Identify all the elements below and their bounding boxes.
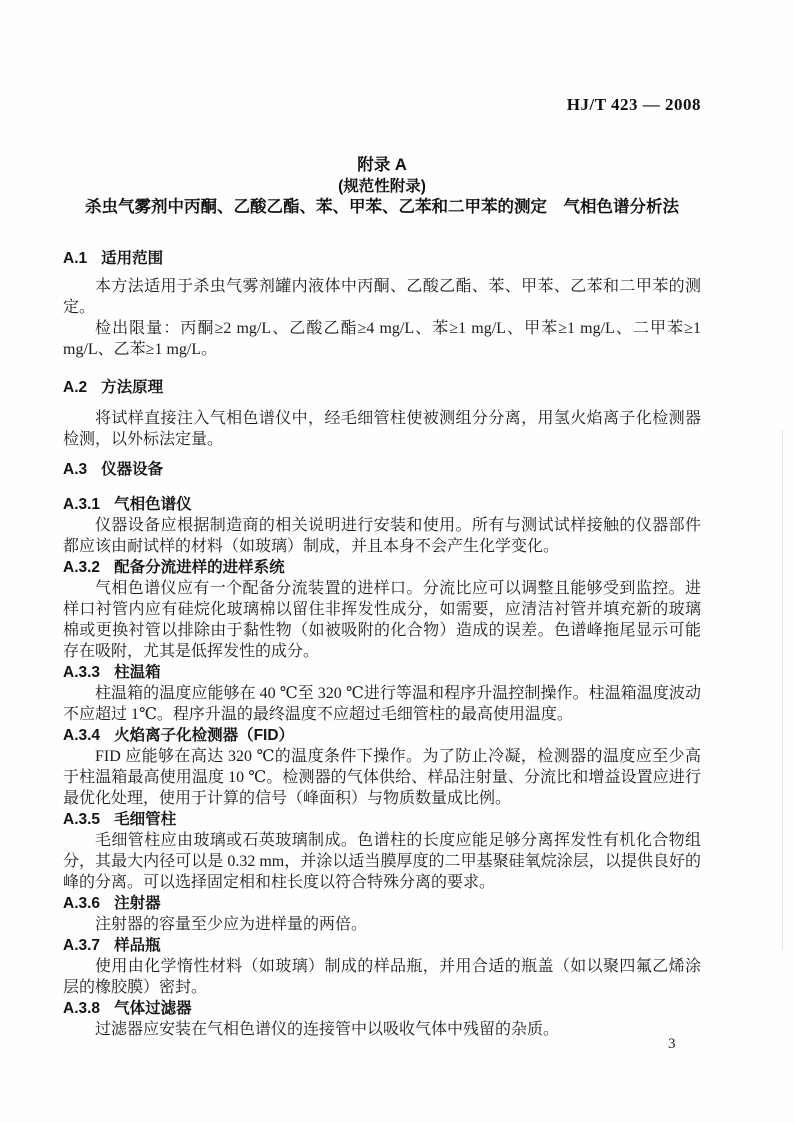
section-title: 气体过滤器 — [114, 1000, 192, 1017]
paragraph: 柱温箱的温度应能够在 40 ℃至 320 ℃进行等温和程序升温控制操作。柱温箱温度波动不应超过 1℃。程序升温的最终温度不应超过毛细管柱的最高使用温度。 — [63, 685, 701, 723]
subsection-heading — [63, 494, 701, 515]
paragraph: 将试样直接注入气相色谱仪中，经毛细管柱使被测组分分离，用氢火焰离子化检测器检测，以外标法定量。 — [63, 410, 701, 448]
paragraph: 使用由化学惰性材料（如玻璃）制成的样品瓶，并用合适的瓶盖（如以聚四氟乙烯涂层的橡胶膜）密封。 — [63, 958, 701, 996]
subsection-heading — [63, 809, 701, 830]
section-a3-7 — [63, 935, 701, 998]
section-a2 — [63, 377, 701, 450]
section-title: 毛细管柱 — [114, 811, 177, 828]
page-header — [63, 95, 701, 115]
section-a3 — [63, 459, 701, 480]
section-title: 适用范围 — [101, 250, 164, 267]
section-number: A.3.8 — [63, 1000, 101, 1017]
section-title: 注射器 — [114, 895, 161, 912]
scan-artifact-line — [782, 430, 783, 950]
section-number: A.3.7 — [63, 937, 101, 954]
paragraph: 本方法适用于杀虫气雾剂罐内液体中丙酮、乙酸乙酯、苯、甲苯、乙苯和二甲苯的测定。 — [63, 278, 701, 316]
section-a3-2 — [63, 557, 701, 662]
paragraph: 毛细管柱应由玻璃或石英玻璃制成。色谱柱的长度应能足够分离挥发性有机化合物组分，其最大内径可以是 0.32 mm，并涂以适当膜厚度的二甲基聚硅氧烷涂层，以提供良好的峰的分离。可以选择固定相和柱长度以符合特殊分离的要求。 — [63, 832, 701, 891]
subsection-heading — [63, 725, 701, 746]
subsection-heading — [63, 662, 701, 683]
section-a3-8 — [63, 998, 701, 1040]
section-title: 火焰离子化检测器（FID） — [114, 727, 295, 744]
section-a3-5 — [63, 809, 701, 893]
section-number: A.1 — [63, 250, 88, 267]
paragraph: FID 应能够在高达 320 ℃的温度条件下操作。为了防止冷凝，检测器的温度应至少高于柱温箱最高使用温度 10 ℃。检测器的气体供给、样品注射量、分流比和增益设置应进行最优化处理，使用于计算的信号（峰面积）与物质数量成比例。 — [63, 748, 701, 807]
section-title: 样品瓶 — [114, 937, 161, 954]
subsection-heading — [63, 557, 701, 578]
section-title: 方法原理 — [101, 379, 164, 396]
paragraph: 检出限量：丙酮≥2 mg/L、乙酸乙酯≥4 mg/L、苯≥1 mg/L、甲苯≥1 mg/L、二甲苯≥1 mg/L、乙苯≥1 mg/L。 — [63, 320, 701, 358]
section-title: 气相色谱仪 — [114, 496, 192, 513]
section-title: 配备分流进样的进样系统 — [114, 559, 285, 576]
paragraph: 仪器设备应根据制造商的相关说明进行安装和使用。所有与测试试样接触的仪器部件都应该由耐试样的材料（如玻璃）制成，并且本身不会产生化学变化。 — [63, 517, 701, 555]
section-number: A.3.4 — [63, 727, 101, 744]
section-a3-3 — [63, 662, 701, 725]
paragraph: 过滤器应安装在气相色谱仪的连接管中以吸收气体中残留的杂质。 — [95, 1021, 560, 1038]
section-a3-4 — [63, 725, 701, 809]
section-number: A.3.3 — [63, 664, 101, 681]
subsection-heading — [63, 935, 701, 956]
section-number: A.3.1 — [63, 496, 101, 513]
section-heading — [63, 377, 701, 398]
section-number: A.3.5 — [63, 811, 101, 828]
section-a1 — [63, 248, 701, 360]
section-a3-1 — [63, 494, 701, 557]
appendix-type: (规范性附录) — [338, 178, 426, 195]
document-title: 杀虫气雾剂中丙酮、乙酸乙酯、苯、甲苯、乙苯和二甲苯的测定 气相色谱分析法 — [85, 198, 679, 216]
paragraph: 气相色谱仪应有一个配备分流装置的进样口。分流比应可以调整且能够受到监控。进样口衬管内应有硅烷化玻璃棉以留住非挥发性成分，如需要，应清洁衬管并填充新的玻璃棉或更换衬管以排除由于黏性物（如被吸附的化合物）造成的误差。色谱峰拖尾显示可能存在吸附，尤其是低挥发性的成分。 — [63, 580, 701, 660]
subsection-heading — [63, 998, 701, 1019]
title-block — [63, 155, 701, 218]
page-number: 3 — [668, 1036, 676, 1052]
section-number: A.2 — [63, 379, 88, 396]
paragraph: 注射器的容量至少应为进样量的两倍。 — [95, 916, 368, 933]
section-heading — [63, 459, 701, 480]
section-number: A.3.2 — [63, 559, 101, 576]
subsection-heading — [63, 893, 701, 914]
section-number: A.3 — [63, 461, 88, 478]
standard-number: HJ/T 423 — 2008 — [566, 95, 701, 114]
section-heading — [63, 248, 701, 269]
document-content — [63, 95, 701, 1040]
section-a3-6 — [63, 893, 701, 935]
section-title: 柱温箱 — [114, 664, 161, 681]
section-number: A.3.6 — [63, 895, 101, 912]
appendix-label: 附录 A — [357, 156, 407, 174]
section-title: 仪器设备 — [101, 461, 164, 478]
